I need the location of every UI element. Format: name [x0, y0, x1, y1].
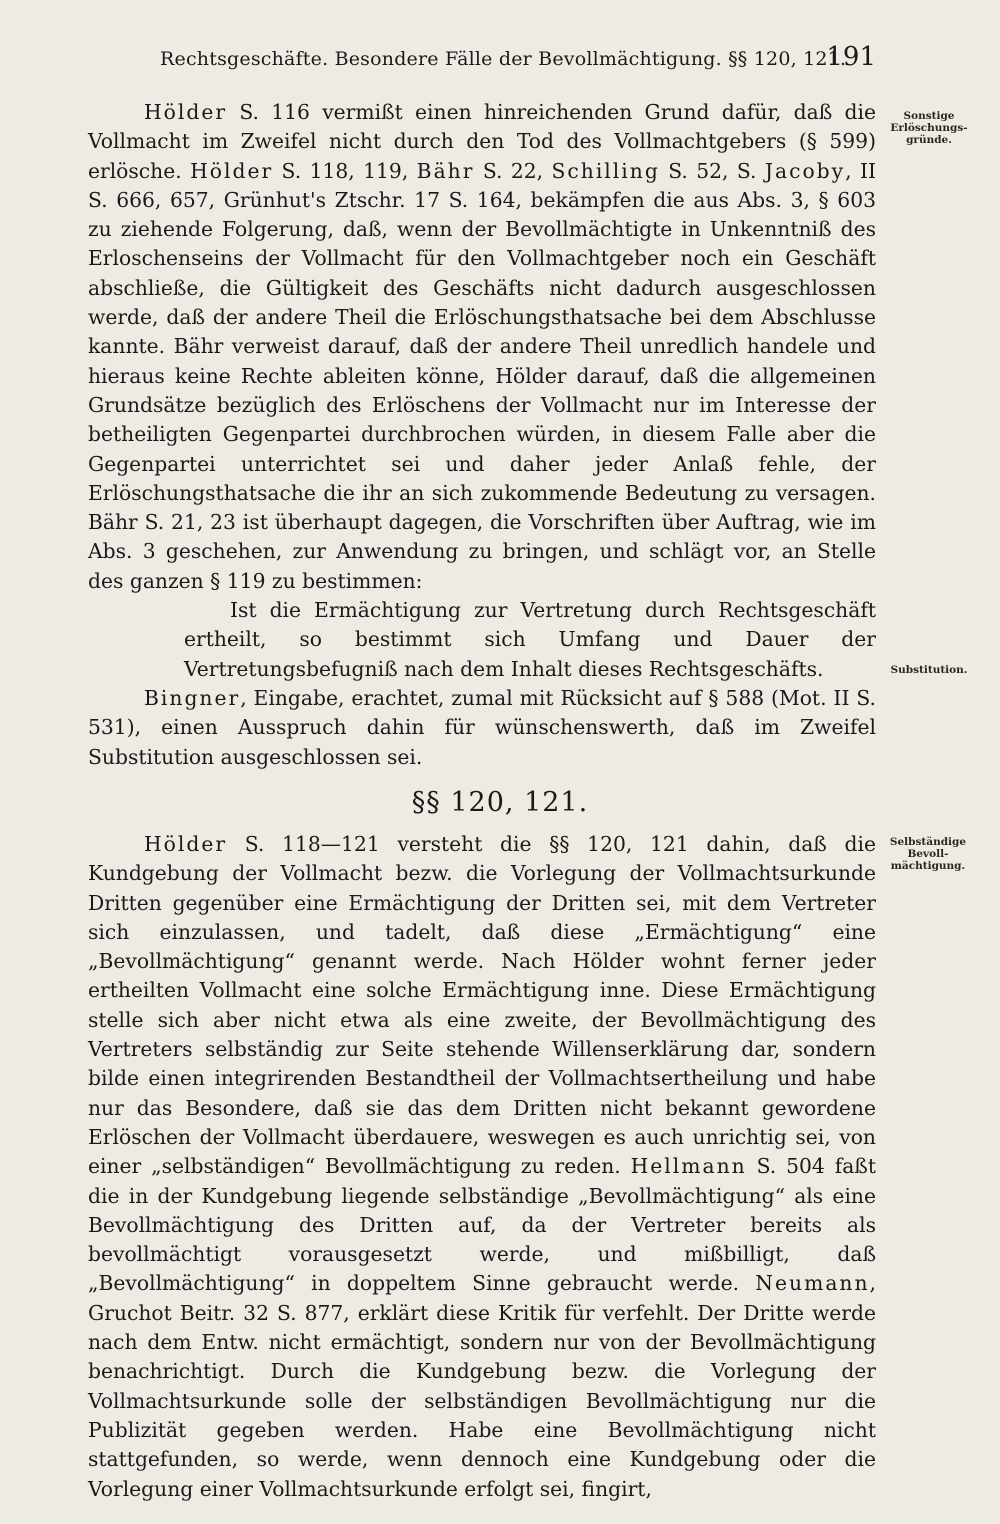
author-name: Hellmann [630, 1154, 747, 1179]
margin-note-selbstaendige-bevollmaechtigung [880, 836, 976, 872]
margin-note-line: Bevoll- [907, 848, 949, 860]
margin-note-sonstige-erloeschungsgruende [884, 110, 974, 146]
author-name: Jacoby [764, 158, 846, 183]
margin-note-line: gründe. [906, 134, 952, 146]
paragraph [88, 830, 876, 1504]
page-number: 191 [826, 42, 876, 72]
text-run: S. 118—121 versteht die §§ 120, 121 dahin, daß die Kundgebung der Vollmacht bezw. die Vorlegung der Vollmachtsurkunde Dritten gegenüber eine Ermächtigung der Dritten sei, mit dem Vertreter sich einzulassen, und tadelt, daß diese „Ermächtigung“ eine „Bevollmächtigung“ genannt werde. Nach Hölder wohnt ferner jeder ertheilten Vollmacht eine solche Ermächtigung inne. Diese Ermächtigung stelle sich aber nicht etwa als eine zweite, der Bevollmächtigung des Vertreters selbständig zur Seite stehende Willenserklärung dar, sondern bilde einen integrirenden Bestandtheil der Vollmachtsertheilung und habe nur das Besondere, daß sie das dem Dritten nicht bekannt gewordene Erlöschen der Vollmacht überdauere, weswegen es auch unrichtig sei, von einer „selbständigen“ Bevollmächtigung zu reden. [88, 832, 876, 1179]
paragraph [88, 98, 876, 596]
running-title: Rechtsgeschäfte. Besondere Fälle der Bevollmächtigung. §§ 120, 121. [160, 48, 847, 70]
text-run: S. 116 vermißt einen hinreichenden Grund dafür, daß die Vollmacht im Zweifel nicht durch den Tod des Vollmachtgebers (§ 599) erlösche. [88, 100, 876, 183]
quotation: Ist die Ermächtigung zur Vertretung durch Rechtsgeschäft ertheilt, so bestimmt sich Umfang und Dauer der Vertretungsbefugniß nach dem Inhalt dieses Rechtsgeschäfts. [184, 598, 876, 681]
text-block-2 [88, 830, 876, 1504]
paragraph [88, 684, 876, 772]
text-run: S. 504 faßt die in der Kundgebung liegende selbständige „Bevollmächtigung“ als eine Bevollmächtigung des Dritten auf, da der Vertreter bereits als bevollmächtigt vorausgesetzt werde, und mißbilligt, daß „Bevollmächtigung“ in doppeltem Sinne gebraucht werde. [88, 1154, 876, 1296]
margin-note-line: Selbständige [889, 836, 967, 848]
running-header [160, 42, 880, 76]
margin-note-line: Sonstige [903, 110, 955, 122]
text-run: , Gruchot Beitr. 32 S. 877, erklärt diese Kritik für verfehlt. Der Dritte werde nach dem Entw. nicht ermächtigt, sondern nur von der Bevollmächtigung benachrichtigt. Durch die Kundgebung bezw. die Vorlegung der Vollmachtsurkunde solle der selbständigen Bevollmächtigung nur die Publizität gegeben werden. Habe eine Bevollmächtigung nicht stattgefunden, so werde, wenn dennoch eine Kundgebung oder die Vorlegung einer Vollmachtsurkunde erfolgt sei, fingirt, [88, 1271, 876, 1501]
text-run: , II S. 666, 657, Grünhut's Ztschr. 17 S. 164, bekämpfen die aus Abs. 3, § 603 zu ziehende Folgerung, daß, wenn der Bevollmächtigte in Unkenntniß des Erloschenseins der Vollmacht für den Vollmachtgeber noch ein Geschäft abschließe, die Gültigkeit des Geschäfts nicht dadurch ausgeschlossen werde, daß der andere Theil die Erlöschungsthatsache bei dem Abschlusse kannte. Bähr verweist darauf, daß der andere Theil unredlich handele und hieraus keine Rechte ableiten könne, Hölder darauf, daß die allgemeinen Grundsätze bezüglich des Erlöschens der Vollmacht nur im Interesse der betheiligten Gegenpartei durchbrochen würden, in diesem Falle aber die Gegenpartei unterrichtet sei und daher jeder Anlaß fehle, der Erlöschungsthatsache die ihr an sich zukommende Bedeutung zu versagen. Bähr S. 21, 23 ist überhaupt dagegen, die Vorschriften über Auftrag, wie im Abs. 3 geschehen, zur Anwendung zu bringen, und schlägt vor, an Stelle des ganzen § 119 zu bestimmen: [88, 158, 876, 593]
margin-note-line: mächtigung. [890, 860, 966, 872]
margin-note-line: Substitution. [890, 664, 968, 676]
text-run: S. 118, 119, [273, 158, 417, 183]
author-name: Bähr [416, 158, 475, 183]
text-block-1 [88, 98, 876, 772]
section-heading: §§ 120, 121. [411, 787, 589, 818]
margin-note-substitution [884, 664, 974, 676]
author-name: Schilling [551, 158, 660, 183]
text-run: , Eingabe, erachtet, zumal mit Rücksicht auf § 588 (Mot. II S. 531), einen Ausspruch dahin für wünschenswerth, daß im Zweifel Substitution ausgeschlossen sei. [88, 685, 876, 769]
author-name: Bingner [144, 685, 241, 710]
text-run: S. 22, [474, 158, 552, 183]
margin-note-line: Erlöschungs- [890, 122, 968, 134]
author-name: Hölder [190, 158, 274, 183]
author-name: Neumann [755, 1271, 870, 1296]
text-run: S. 52, S. [659, 158, 765, 183]
author-name: Hölder [144, 832, 228, 856]
author-name: Hölder [144, 100, 228, 124]
